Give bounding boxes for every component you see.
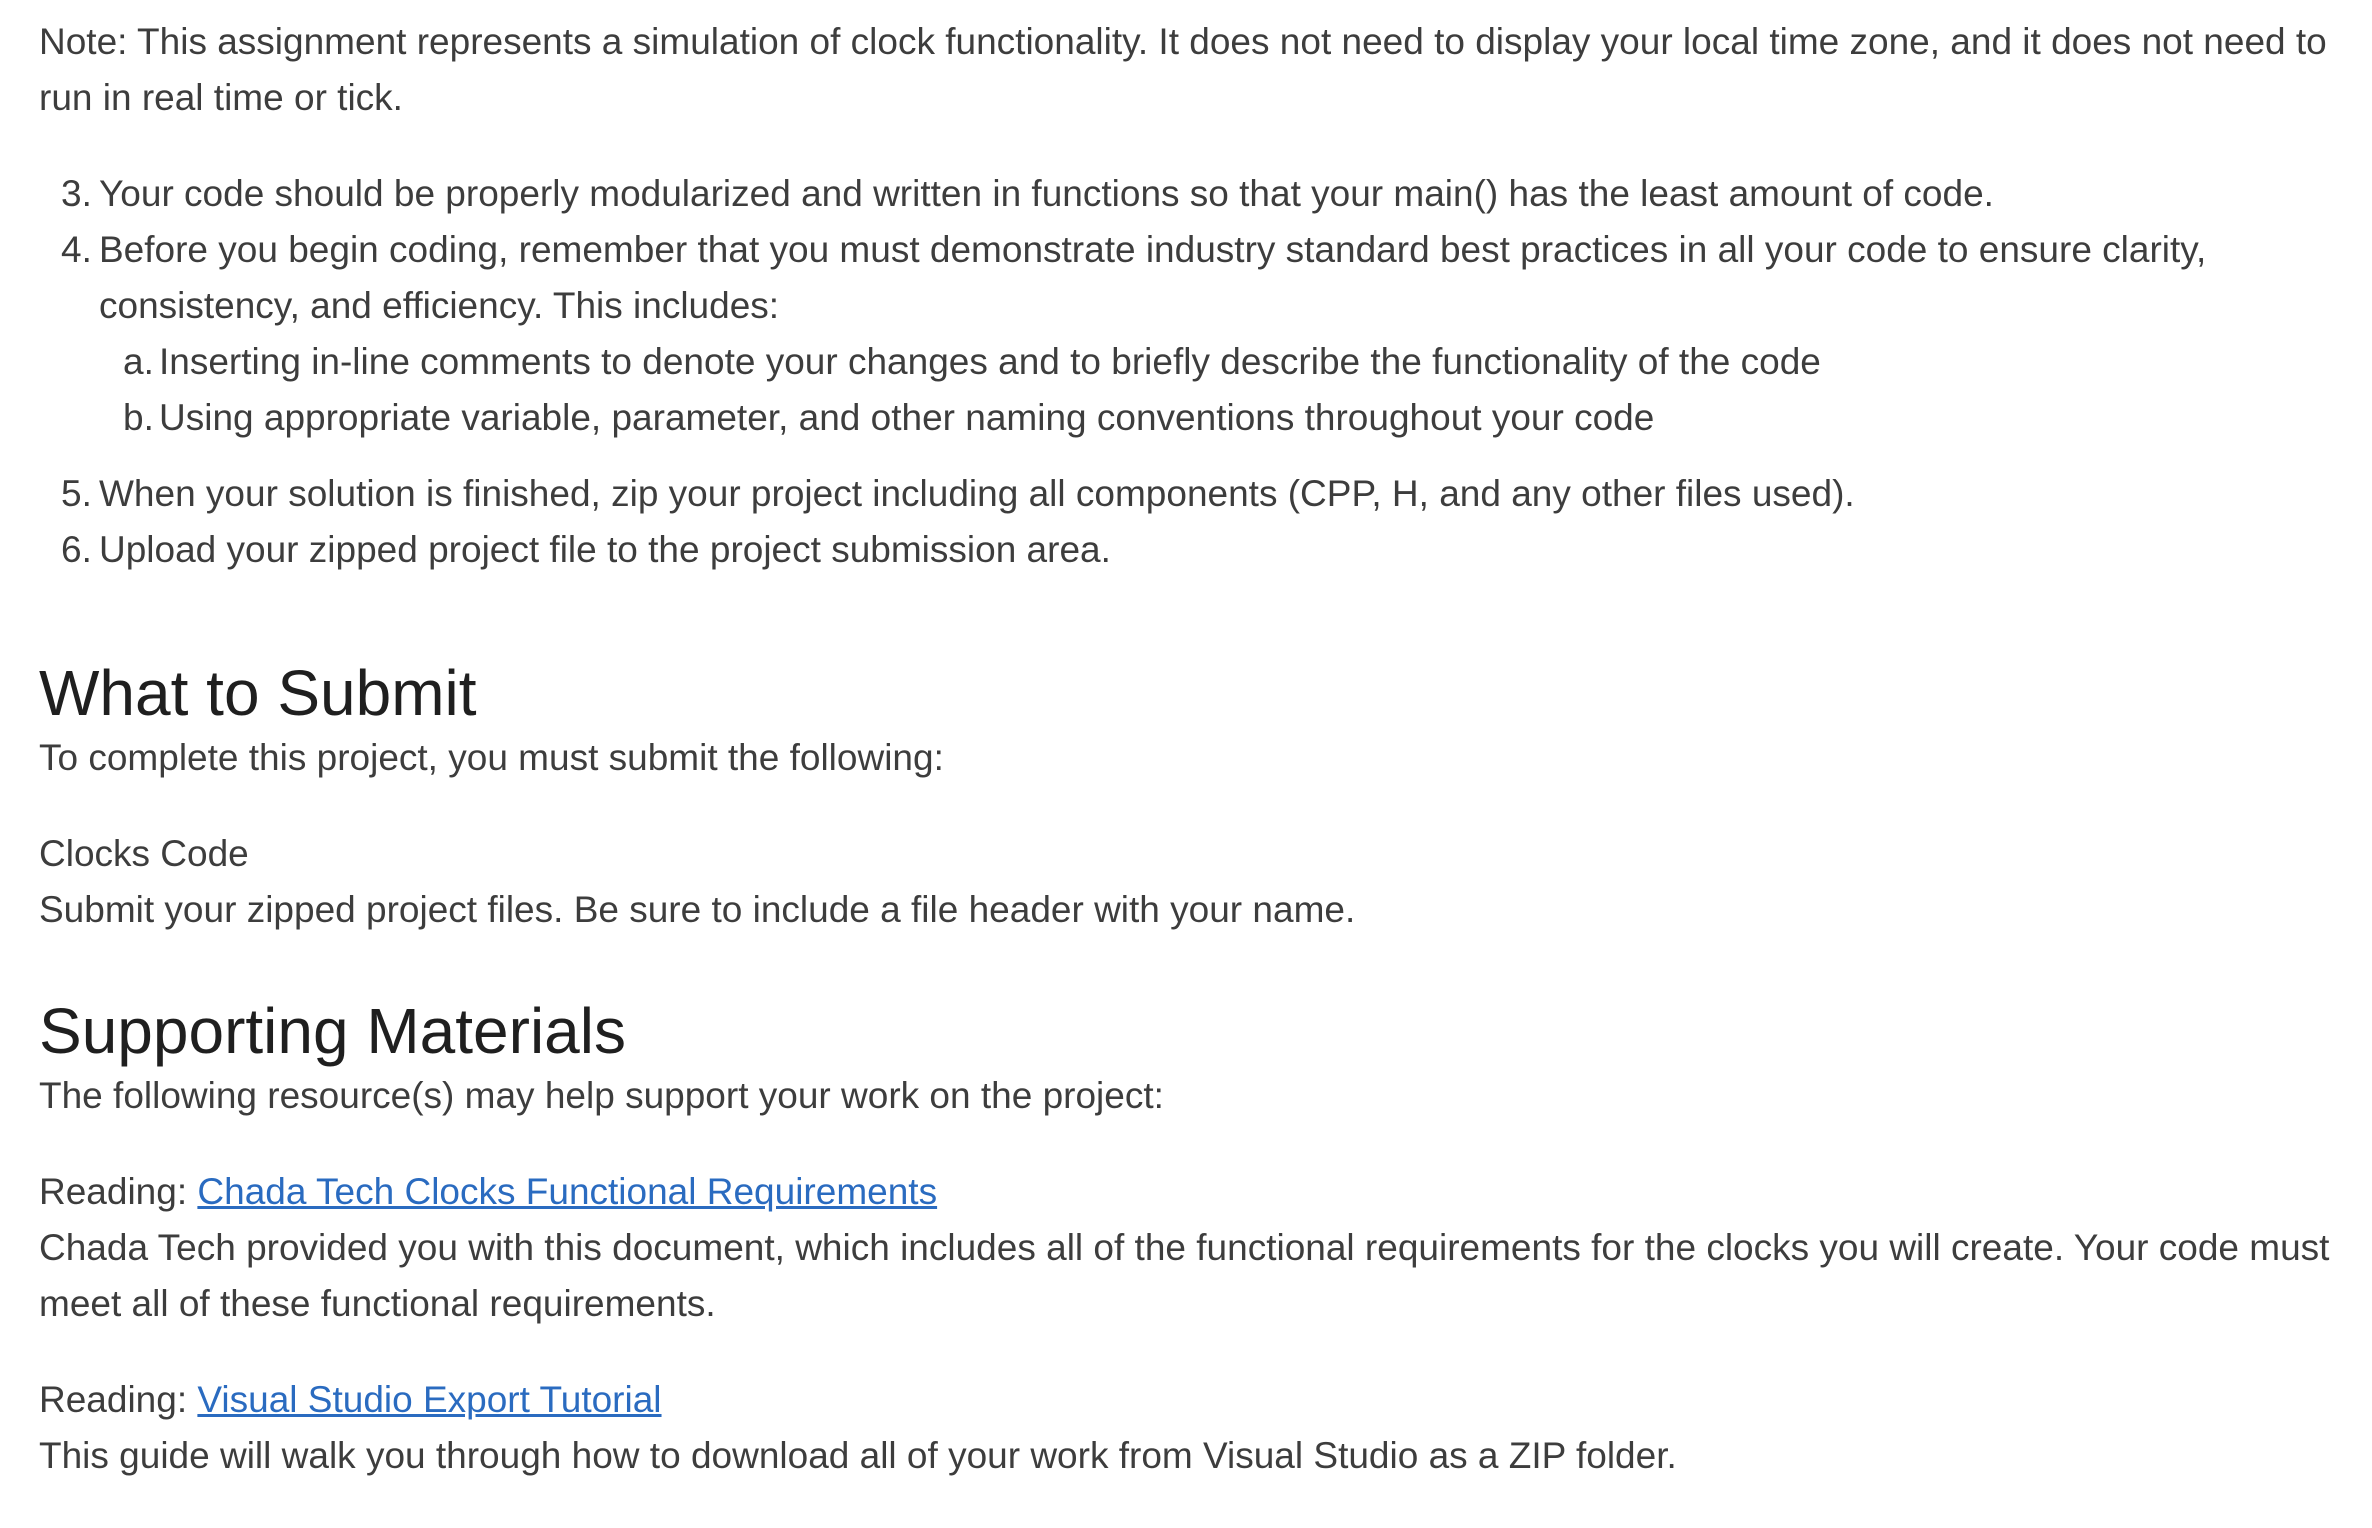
sub-list-item: [99, 334, 2359, 390]
assignment-content: [39, 14, 2359, 1484]
note-text: This assignment represents a simulation of clock functionality. It does not need to display your local time zone, and it does not need to run in real time or tick.: [39, 21, 2327, 118]
submit-item-title: Clocks Code: [39, 833, 249, 874]
note-label: Note:: [39, 21, 128, 62]
resource-description: This guide will walk you through how to download all of your work from Visual Studio as a ZIP folder.: [39, 1435, 1677, 1476]
resource-title: [39, 1164, 2359, 1220]
steps-list: [39, 166, 2359, 578]
what-to-submit-intro: To complete this project, you must submit the following:: [39, 737, 944, 778]
list-item: [39, 166, 2359, 222]
chada-tech-requirements-link[interactable]: Chada Tech Clocks Functional Requirements: [197, 1171, 938, 1212]
sub-list-item-letter: a.: [123, 341, 154, 382]
supporting-materials-heading: Supporting Materials: [39, 995, 626, 1067]
what-to-submit-heading: What to Submit: [39, 657, 477, 729]
sub-list: [99, 334, 2359, 446]
sub-list-item-text: Inserting in-line comments to denote your changes and to briefly describe the functionality of the code: [159, 341, 1821, 382]
list-item-number: 5.: [61, 473, 92, 514]
list-item-number: 3.: [61, 173, 92, 214]
list-item-text: Before you begin coding, remember that you must demonstrate industry standard best practices in all your code to ensure clarity, consistency, and efficiency. This includes:: [99, 229, 2207, 326]
resource-prefix: Reading:: [39, 1379, 198, 1420]
sub-list-item-text: Using appropriate variable, parameter, and other naming conventions throughout your code: [159, 397, 1655, 438]
list-item-text: When your solution is finished, zip your project including all components (CPP, H, and any other files used).: [99, 473, 1855, 514]
list-item: [39, 222, 2359, 446]
supporting-materials-section: [39, 994, 2359, 1484]
resource-title: [39, 1372, 2359, 1428]
list-item: [39, 466, 2359, 522]
resource-description: Chada Tech provided you with this document, which includes all of the functional requirements for the clocks you will create. Your code must meet all of these functional requirements.: [39, 1227, 2330, 1324]
sub-list-item: [99, 390, 2359, 446]
submit-item-description: Submit your zipped project files. Be sure to include a file header with your name.: [39, 889, 1356, 930]
resource-prefix: Reading:: [39, 1171, 198, 1212]
list-item-text: Your code should be properly modularized and written in functions so that your main() has the least amount of code.: [99, 173, 1994, 214]
list-item: [39, 522, 2359, 578]
list-item-text: Upload your zipped project file to the project submission area.: [99, 529, 1111, 570]
visual-studio-export-tutorial-link[interactable]: Visual Studio Export Tutorial: [197, 1379, 662, 1420]
supporting-materials-intro: The following resource(s) may help support your work on the project:: [39, 1075, 1164, 1116]
sub-list-item-letter: b.: [123, 397, 154, 438]
what-to-submit-section: [39, 656, 2359, 938]
list-item-number: 6.: [61, 529, 92, 570]
list-item-number: 4.: [61, 229, 92, 270]
note-paragraph: [39, 14, 2359, 126]
